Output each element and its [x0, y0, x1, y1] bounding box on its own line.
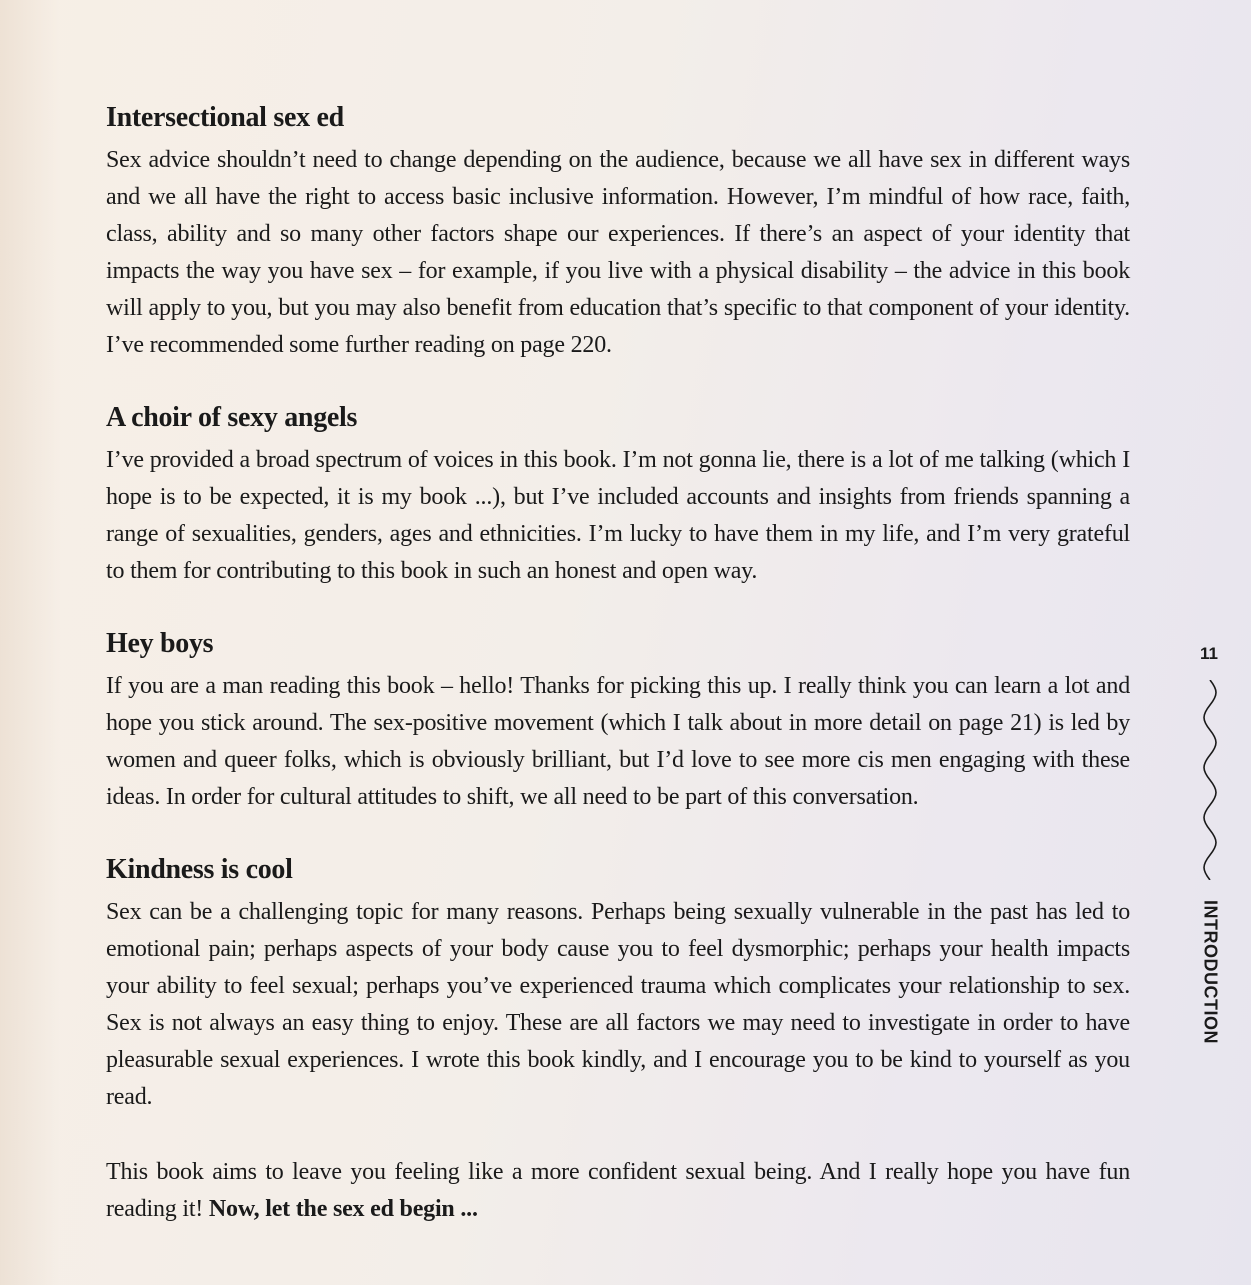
section-heading: Intersectional sex ed: [106, 102, 344, 133]
page-number: 11: [1200, 644, 1218, 663]
section-intersectional: [106, 100, 1130, 364]
closing-bold: Now, let the sex ed begin ...: [208, 1196, 478, 1222]
section-heading: A choir of sexy angels: [106, 402, 358, 433]
page-content: [106, 100, 1130, 1252]
closing-text: This book aims to leave you feeling like a more confident sexual being. And I really hope you have fun reading it!: [106, 1159, 1130, 1222]
section-kindness: [106, 852, 1130, 1116]
section-choir: [106, 400, 1130, 590]
section-label: [1198, 900, 1222, 1065]
section-body: Sex advice shouldn’t need to change depending on the audience, because we all have sex in different ways and we all have the right to access basic inclusive information. However, I’m mindful of how race, faith, class, ability and so many other factors shape our experiences. If there’s an aspect of your identity that impacts the way you have sex – for example, if you live with a physical disability – the advice in this book will apply to you, but you may also benefit from education that’s specific to that component of your identity. I’ve recommended some further reading on page 220.: [106, 147, 1130, 358]
section-body: If you are a man reading this book – hello! Thanks for picking this up. I really think you can learn a lot and hope you stick around. The sex-positive movement (which I talk about in more detail on page 21) is led by women and queer folks, which is obviously brilliant, but I’d love to see more cis men engaging with these ideas. In order for cultural attitudes to shift, we all need to be part of this conversation.: [106, 673, 1130, 810]
section-body: Sex can be a challenging topic for many reasons. Perhaps being sexually vulnerable in the past has led to emotional pain; perhaps aspects of your body cause you to feel dysmorphic; perhaps your health impacts your ability to feel sexual; perhaps you’ve experienced trauma which complicates your relationship to sex. Sex is not always an easy thing to enjoy. These are all factors we may need to investigate in order to have pleasurable sexual experiences. I wrote this book kindly, and I encourage you to be kind to yourself as you read.: [106, 899, 1130, 1110]
squiggle-divider-icon: [1198, 680, 1222, 880]
section-heading: Kindness is cool: [106, 854, 293, 885]
section-body: I’ve provided a broad spectrum of voices in this book. I’m not gonna lie, there is a lot of me talking (which I hope is to be expected, it is my book ...), but I’ve included accounts and insights from friends spanning a range of sexualities, genders, ages and ethnicities. I’m lucky to have them in my life, and I’m very grateful to them for contributing to this book in such an honest and open way.: [106, 447, 1130, 584]
section-label-text: INTRODUCTION: [1200, 900, 1221, 1044]
page-shadow: [0, 0, 60, 1285]
closing-paragraph: [106, 1154, 1130, 1228]
section-heading: Hey boys: [106, 628, 214, 659]
section-hey-boys: [106, 626, 1130, 816]
